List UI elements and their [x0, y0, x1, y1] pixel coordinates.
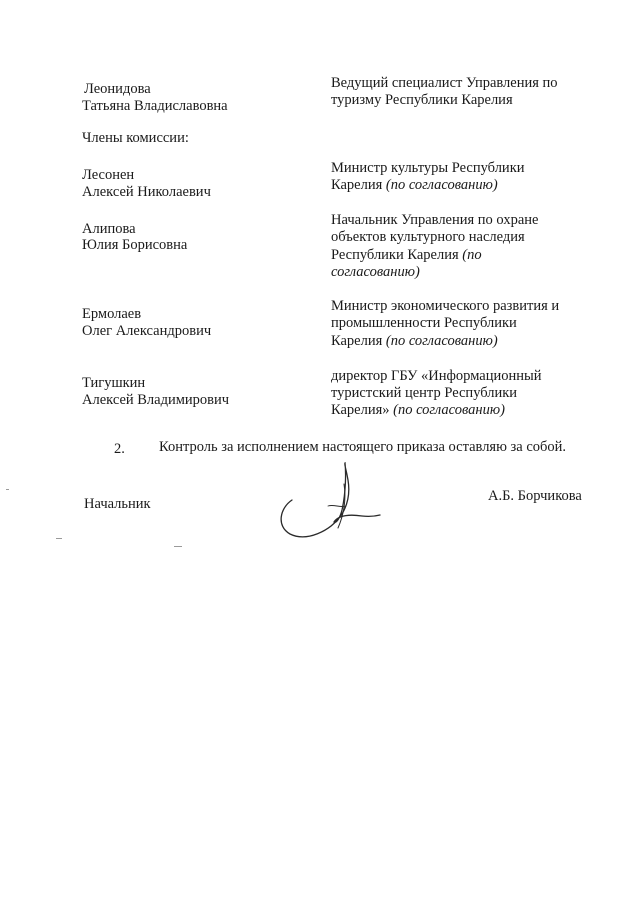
scan-artifact — [174, 546, 182, 547]
handwritten-signature — [272, 462, 384, 546]
member-role-line — [331, 401, 505, 419]
members-heading: Члены комиссии: — [82, 130, 189, 146]
secretary-role-line1: Ведущий специалист Управления по — [331, 75, 558, 91]
member-given-names: Олег Александрович — [82, 323, 212, 339]
member-role-text: Карелия — [331, 333, 383, 349]
signatory-position: Начальник — [84, 496, 151, 512]
approval-note: (по согласованию) — [385, 333, 498, 349]
member-role-line: Министр культуры Республики — [331, 160, 525, 176]
member-given-names: Алексей Владимирович — [82, 392, 230, 408]
scan-artifact — [56, 538, 62, 539]
clause-number: 2. — [114, 441, 125, 457]
approval-note: (по согласованию) — [385, 177, 498, 193]
member-role-line: директор ГБУ «Информационный — [331, 368, 542, 384]
member-role-text: Карелия — [331, 177, 383, 193]
member-role-line: туристский центр Республики — [331, 385, 518, 401]
secretary-given-names: Татьяна Владиславовна — [82, 98, 228, 114]
member-role-line: промышленности Республики — [331, 315, 517, 331]
member-given-names: Юлия Борисовна — [82, 237, 188, 253]
member-role-line — [331, 246, 482, 264]
approval-note: (по — [462, 247, 482, 263]
signatory-name: А.Б. Борчикова — [488, 488, 582, 504]
approval-note: согласованию) — [331, 264, 420, 280]
member-role-line — [331, 176, 498, 194]
member-surname: Ермолаев — [82, 306, 142, 322]
member-surname: Тигушкин — [82, 375, 146, 391]
member-role-line: объектов культурного наследия — [331, 229, 525, 245]
member-role-text: Республики Карелия — [331, 247, 459, 263]
member-surname: Алипова — [82, 221, 136, 237]
member-role-line: Начальник Управления по охране — [331, 212, 539, 228]
member-surname: Лесонен — [82, 167, 135, 183]
approval-note: (по согласованию) — [393, 402, 505, 418]
secretary-role-line2: туризму Республики Карелия — [331, 92, 513, 108]
member-given-names: Алексей Николаевич — [82, 184, 211, 200]
scan-artifact — [6, 489, 9, 490]
secretary-surname: Леонидова — [84, 81, 151, 97]
member-role-text: Карелия» — [331, 402, 390, 418]
member-role-line: Министр экономического развития и — [331, 298, 560, 314]
member-role-line — [331, 332, 498, 350]
clause-text: Контроль за исполнением настоящего приказа оставляю за собой. — [159, 439, 567, 455]
